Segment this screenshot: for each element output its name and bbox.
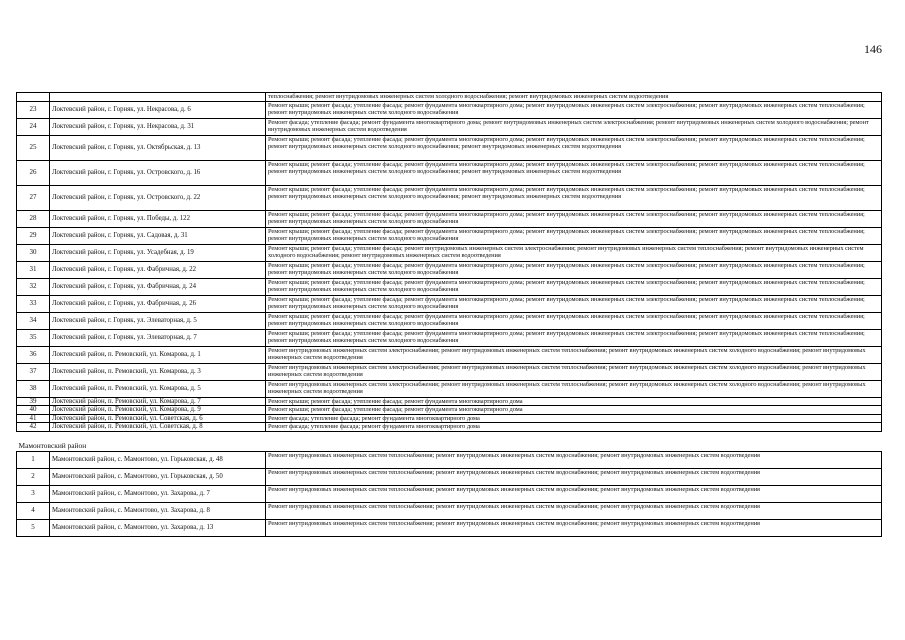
row-number: 23: [17, 101, 50, 118]
row-address: Локтевский район, г. Горняк, ул. Некрасова, д. 31: [50, 118, 266, 135]
row-work-list: Ремонт фасада; утепление фасада; ремонт фундамента многоквартирного дома; ремонт внутридомовых инженерных систем электроснабжения; ремонт внутридомовых инженерных систем холодного водоснабжения; ремонт внутридомовых инженерных систем водоотведения: [266, 118, 882, 135]
row-number: 5: [17, 519, 50, 536]
row-number: 3: [17, 485, 50, 502]
row-number: 2: [17, 468, 50, 485]
table-row: [17, 295, 882, 312]
row-address: Локтевский район, г. Горняк, ул. Островского, д. 22: [50, 185, 266, 210]
row-work-list: Ремонт внутридомовых инженерных систем электроснабжения; ремонт внутридомовых инженерных систем теплоснабжения; ремонт внутридомовых инженерных систем холодного водоснабжения; ремонт внутридомовых инженерных систем водоотведения: [266, 346, 882, 363]
row-number: 34: [17, 312, 50, 329]
table-row: [17, 346, 882, 363]
row-work-list: Ремонт внутридомовых инженерных систем теплоснабжения; ремонт внутридомовых инженерных систем водоснабжения; ремонт внутридомовых инженерных систем водоотведения: [266, 451, 882, 468]
table-row: [17, 210, 882, 227]
row-address: Локтевский район, п. Ремовский, ул. Комарова, д. 5: [50, 380, 266, 397]
row-address: Мамонтовский район, с. Мамонтово, ул. Горьковская, д. 48: [50, 451, 266, 468]
row-address: Локтевский район, г. Горняк, ул. Некрасова, д. 6: [50, 101, 266, 118]
document-body: [16, 92, 896, 537]
district-heading-row: [17, 439, 882, 452]
row-work-list: Ремонт крыши; ремонт фасада; утепление фасада; ремонт фундамента многоквартирного дома; ремонт внутридомовых инженерных систем электроснабжения; ремонт внутридомовых инженерных систем теплоснабжения; ремонт внутридомовых инженерных систем холодного водоснабжения: [266, 329, 882, 346]
row-work-list: Ремонт крыши; ремонт фасада; утепление фасада; ремонт фундамента многоквартирного дома; ремонт внутридомовых инженерных систем электроснабжения; ремонт внутридомовых инженерных систем теплоснабжения; ремонт внутридомовых инженерных систем холодного водоснабжения: [266, 101, 882, 118]
row-number: 28: [17, 210, 50, 227]
row-number: 41: [17, 414, 50, 423]
row-address: Локтевский район, г. Горняк, ул. Победы, д. 122: [50, 210, 266, 227]
row-work-list: Ремонт крыши; ремонт фасада; утепление фасада; ремонт фундамента многоквартирного дома; ремонт внутридомовых инженерных систем электроснабжения; ремонт внутридомовых инженерных систем теплоснабжения; ремонт внутридомовых инженерных систем холодного водоснабжения; ремонт внутридомовых инженерных систем водоотведения: [266, 185, 882, 210]
table-row: [17, 227, 882, 244]
row-address: Локтевский район, п. Ремовский, ул. Комарова, д. 9: [50, 406, 266, 415]
row-address: Мамонтовский район, с. Мамонтово, ул. Захарова, д. 8: [50, 502, 266, 519]
table-row: [17, 406, 882, 415]
row-work-list: Ремонт крыши; ремонт фасада; утепление фасада; ремонт фундамента многоквартирного дома; ремонт внутридомовых инженерных систем электроснабжения; ремонт внутридомовых инженерных систем теплоснабжения; ремонт внутридомовых инженерных систем холодного водоснабжения: [266, 312, 882, 329]
row-address: Локтевский район, п. Ремовский, ул. Комарова, д. 3: [50, 363, 266, 380]
row-work-list: Ремонт внутридомовых инженерных систем теплоснабжения; ремонт внутридомовых инженерных систем водоснабжения; ремонт внутридомовых инженерных систем водоотведения: [266, 468, 882, 485]
row-work-list: теплоснабжения; ремонт внутридомовых инженерных систем холодного водоснабжения; ремонт внутридомовых инженерных систем водоотведения: [266, 93, 882, 102]
row-number: 29: [17, 227, 50, 244]
table-row: [17, 160, 882, 185]
row-work-list: Ремонт внутридомовых инженерных систем теплоснабжения; ремонт внутридомовых инженерных систем водоснабжения; ремонт внутридомовых инженерных систем водоотведения: [266, 485, 882, 502]
row-work-list: Ремонт крыши; ремонт фасада; утепление фасада; ремонт фундамента многоквартирного дома; ремонт внутридомовых инженерных систем электроснабжения; ремонт внутридомовых инженерных систем теплоснабжения; ремонт внутридомовых инженерных систем холодного водоснабжения; ремонт внутридомовых инженерных систем водоотведения: [266, 160, 882, 185]
table-row: [17, 380, 882, 397]
row-number: 39: [17, 397, 50, 406]
table-row: [17, 135, 882, 160]
row-address: Локтевский район, п. Ремовский, ул. Советская, д. 6: [50, 414, 266, 423]
row-address: Локтевский район, г. Горняк, ул. Фабричная, д. 22: [50, 261, 266, 278]
row-number: 26: [17, 160, 50, 185]
row-number: 37: [17, 363, 50, 380]
table-row: [17, 261, 882, 278]
row-number: 33: [17, 295, 50, 312]
row-address: [50, 93, 266, 102]
spacer-row: [17, 431, 882, 439]
table-row: [17, 451, 882, 468]
table-row: [17, 93, 882, 102]
row-work-list: Ремонт фасада; утепление фасада; ремонт фундамента многоквартирного дома: [266, 414, 882, 423]
row-work-list: Ремонт крыши; ремонт фасада; утепление фасада; ремонт фундамента многоквартирного дома; ремонт внутридомовых инженерных систем электроснабжения; ремонт внутридомовых инженерных систем теплоснабжения; ремонт внутридомовых инженерных систем холодного водоснабжения: [266, 210, 882, 227]
row-work-list: Ремонт внутридомовых инженерных систем электроснабжения; ремонт внутридомовых инженерных систем теплоснабжения; ремонт внутридомовых инженерных систем холодного водоснабжения; ремонт внутридомовых инженерных систем водоотведения: [266, 363, 882, 380]
row-address: Локтевский район, г. Горняк, ул. Садовая, д. 31: [50, 227, 266, 244]
repair-table: [16, 92, 882, 537]
district-title: Мамонтовский район: [18, 441, 87, 451]
row-number: 38: [17, 380, 50, 397]
row-work-list: Ремонт крыши; ремонт фасада; утепление фасада; ремонт фундамента многоквартирного дома; ремонт внутридомовых инженерных систем электроснабжения; ремонт внутридомовых инженерных систем теплоснабжения; ремонт внутридомовых инженерных систем холодного водоснабжения: [266, 227, 882, 244]
row-work-list: Ремонт внутридомовых инженерных систем электроснабжения; ремонт внутридомовых инженерных систем теплоснабжения; ремонт внутридомовых инженерных систем холодного водоснабжения; ремонт внутридомовых инженерных систем водоотведения: [266, 380, 882, 397]
row-address: Локтевский район, г. Горняк, ул. Октябрьская, д. 13: [50, 135, 266, 160]
page-number: 146: [864, 42, 882, 56]
row-number: 32: [17, 278, 50, 295]
table-row: [17, 312, 882, 329]
table-row: [17, 485, 882, 502]
row-number: 30: [17, 244, 50, 261]
row-number: 40: [17, 406, 50, 415]
row-work-list: Ремонт крыши; ремонт фасада; утепление фасада; ремонт фундамента многоквартирного дома: [266, 397, 882, 406]
row-work-list: Ремонт крыши; ремонт фасада; утепление фасада; ремонт фундамента многоквартирного дома; ремонт внутридомовых инженерных систем электроснабжения; ремонт внутридомовых инженерных систем теплоснабжения; ремонт внутридомовых инженерных систем холодного водоснабжения; ремонт внутридомовых инженерных систем водоотведения: [266, 135, 882, 160]
row-work-list: Ремонт крыши; ремонт фасада; утепление фасада; ремонт фундамента многоквартирного дома; ремонт внутридомовых инженерных систем электроснабжения; ремонт внутридомовых инженерных систем теплоснабжения; ремонт внутридомовых инженерных систем холодного водоснабжения: [266, 278, 882, 295]
row-address: Локтевский район, г. Горняк, ул. Элеваторная, д. 5: [50, 312, 266, 329]
table-row: [17, 423, 882, 432]
row-address: Мамонтовский район, с. Мамонтово, ул. Захарова, д. 7: [50, 485, 266, 502]
row-number: 42: [17, 423, 50, 432]
row-address: Мамонтовский район, с. Мамонтово, ул. Горьковская, д. 50: [50, 468, 266, 485]
district-section: [17, 431, 882, 451]
row-work-list: Ремонт внутридомовых инженерных систем теплоснабжения; ремонт внутридомовых инженерных систем водоснабжения; ремонт внутридомовых инженерных систем водоотведения: [266, 502, 882, 519]
row-number: [17, 93, 50, 102]
row-work-list: Ремонт крыши; ремонт фасада; утепление фасада; ремонт фундамента многоквартирного дома: [266, 406, 882, 415]
row-work-list: Ремонт крыши; ремонт фасада; утепление фасада; ремонт фундамента многоквартирного дома; ремонт внутридомовых инженерных систем электроснабжения; ремонт внутридомовых инженерных систем теплоснабжения; ремонт внутридомовых инженерных систем холодного водоснабжения: [266, 295, 882, 312]
row-number: 1: [17, 451, 50, 468]
row-address: Мамонтовский район, с. Мамонтово, ул. Захарова, д. 13: [50, 519, 266, 536]
row-number: 35: [17, 329, 50, 346]
row-number: 27: [17, 185, 50, 210]
table-body-loktevsky: [17, 93, 882, 432]
table-row: [17, 519, 882, 536]
row-address: Локтевский район, г. Горняк, ул. Элеваторная, д. 7: [50, 329, 266, 346]
row-number: 24: [17, 118, 50, 135]
row-address: Локтевский район, г. Горняк, ул. Усадебная, д. 19: [50, 244, 266, 261]
row-number: 36: [17, 346, 50, 363]
table-row: [17, 101, 882, 118]
table-row: [17, 502, 882, 519]
row-work-list: Ремонт крыши; ремонт фасада; утепление фасада; ремонт фундамента многоквартирного дома; ремонт внутридомовых инженерных систем электроснабжения; ремонт внутридомовых инженерных систем теплоснабжения; ремонт внутридомовых инженерных систем холодного водоснабжения: [266, 261, 882, 278]
table-row: [17, 278, 882, 295]
row-address: Локтевский район, г. Горняк, ул. Фабричная, д. 26: [50, 295, 266, 312]
row-address: Локтевский район, г. Горняк, ул. Островского, д. 16: [50, 160, 266, 185]
row-number: 4: [17, 502, 50, 519]
row-number: 31: [17, 261, 50, 278]
row-work-list: Ремонт крыши; ремонт фасада; утепление фасада; ремонт внутридомовых инженерных систем электроснабжения; ремонт внутридомовых инженерных систем теплоснабжения; ремонт внутридомовых инженерных систем холодного водоснабжения; ремонт внутридомовых инженерных систем водоотведения: [266, 244, 882, 261]
table-row: [17, 185, 882, 210]
table-row: [17, 329, 882, 346]
table-row: [17, 414, 882, 423]
table-row: [17, 244, 882, 261]
row-work-list: Ремонт внутридомовых инженерных систем теплоснабжения; ремонт внутридомовых инженерных систем водоснабжения; ремонт внутридомовых инженерных систем водоотведения: [266, 519, 882, 536]
table-row: [17, 468, 882, 485]
table-row: [17, 397, 882, 406]
table-body-mamontovsky: [17, 451, 882, 536]
row-address: Локтевский район, п. Ремовский, ул. Комарова, д. 1: [50, 346, 266, 363]
table-row: [17, 118, 882, 135]
row-number: 25: [17, 135, 50, 160]
row-address: Локтевский район, п. Ремовский, ул. Комарова, д. 7: [50, 397, 266, 406]
table-row: [17, 363, 882, 380]
row-work-list: Ремонт фасада; утепление фасада; ремонт фундамента многоквартирного дома: [266, 423, 882, 432]
row-address: Локтевский район, п. Ремовский, ул. Советская, д. 8: [50, 423, 266, 432]
row-address: Локтевский район, г. Горняк, ул. Фабричная, д. 24: [50, 278, 266, 295]
